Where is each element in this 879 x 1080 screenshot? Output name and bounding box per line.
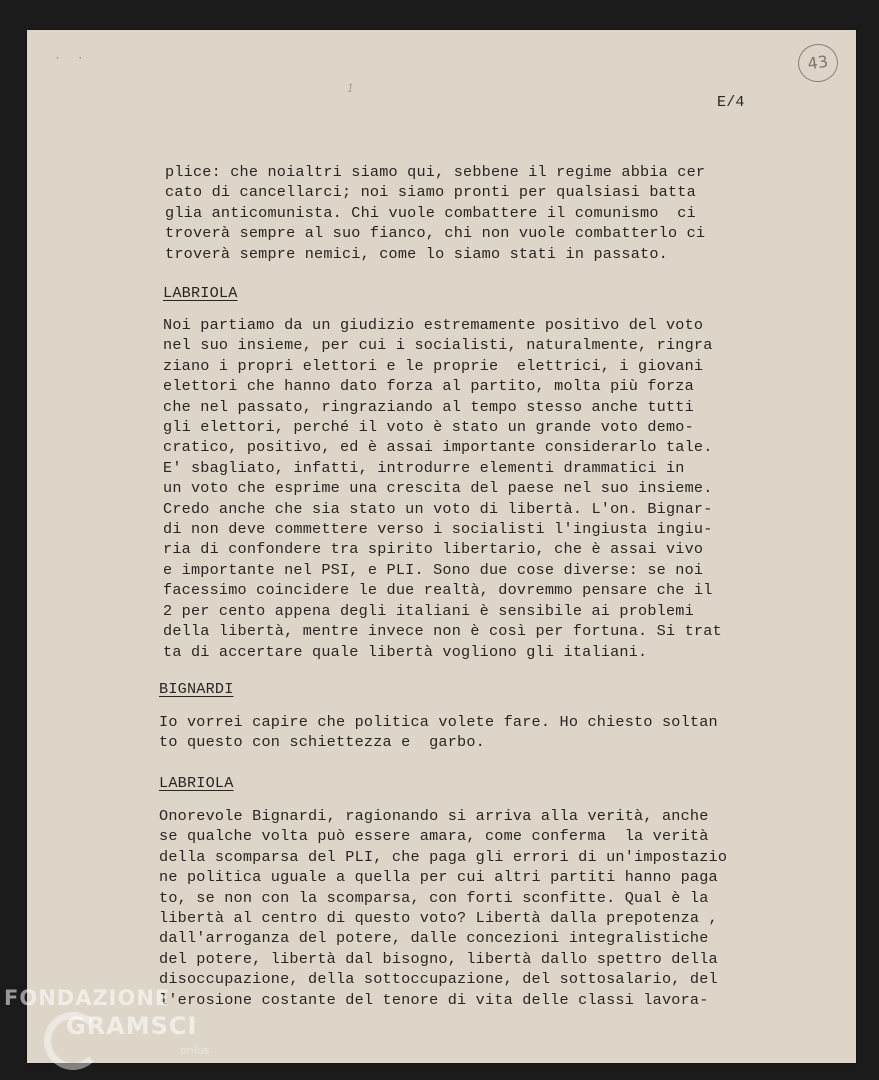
- watermark-line-3: onlus: [180, 1044, 210, 1057]
- page-code: E/4: [717, 94, 745, 111]
- paragraph-3: Io vorrei capire che politica volete fare. Ho chiesto soltan to questo con schiettezza e garbo.: [159, 713, 718, 752]
- paragraph-1: plice: che noialtri siamo qui, sebbene il regime abbia cer cato di cancellarci; noi siamo pronti per qualsiasi batta glia anticomunista. Chi vuole combattere il comunismo ci troverà sempre al suo fianco, chi non vuole combatterlo ci troverà sempre nemici, come lo siamo stati in passato.: [165, 163, 706, 263]
- archive-page-number: 43: [796, 41, 841, 84]
- pencil-mark: 1: [347, 82, 355, 95]
- watermark-line-1: FONDAZIONE: [4, 986, 171, 1010]
- speaker-label-labriola-1: LABRIOLA: [163, 284, 238, 302]
- fondazione-gramsci-watermark: [4, 984, 244, 1080]
- paper-specks: ··: [55, 54, 101, 63]
- document-page: [27, 30, 856, 1063]
- paragraph-2: Noi partiamo da un giudizio estremamente positivo del voto nel suo insieme, per cui i socialisti, naturalmente, ringra ziano i propri elettori e le proprie elettrici, i giovani elettori che hanno dato forza al partito, molta più forza che nel passato, ringraziando al tempo stesso anche tutti gli elettori, perché il voto è stato un grande voto demo- cratico, positivo, ed è assai importante considerarlo tale. E' sbagliato, infatti, introdurre elementi drammatici in un voto che esprime una crescita del paese nel suo insieme. Credo anche che sia stato un voto di libertà. L'on. Bignar- di non deve commettere verso i socialisti l'ingiusta ingiu- ria di confondere tra spirito libertario, che è assai vivo e importante nel PSI, e PLI. Sono due cose diverse: se noi facessimo coincidere le due realtà, dovremmo pensare che il 2 per cento appena degli italiani è sensibile ai problemi della libertà, mentre invece non è così per fortuna. Si trat ta di accertare quale libertà vogliono gli italiani.: [163, 316, 722, 661]
- speaker-label-bignardi: BIGNARDI: [159, 680, 234, 698]
- speaker-label-labriola-2: LABRIOLA: [159, 774, 234, 792]
- watermark-line-2: GRAMSCI: [66, 1012, 198, 1040]
- paragraph-4: Onorevole Bignardi, ragionando si arriva alla verità, anche se qualche volta può essere amara, come conferma la verità della scomparsa del PLI, che paga gli errori di un'impostazio ne politica uguale a quella per cui altri partiti hanno paga to, se non con la scomparsa, con forti sconfitte. Qual è la libertà al centro di questo voto? Libertà dalla prepotenza , dall'arroganza del potere, dalle concezioni integralistiche del potere, libertà dal bisogno, libertà dallo spettro della disoccupazione, della sottoccupazione, del sottosalario, del l'erosione costante del tenore di vita delle classi lavora-: [159, 807, 728, 1009]
